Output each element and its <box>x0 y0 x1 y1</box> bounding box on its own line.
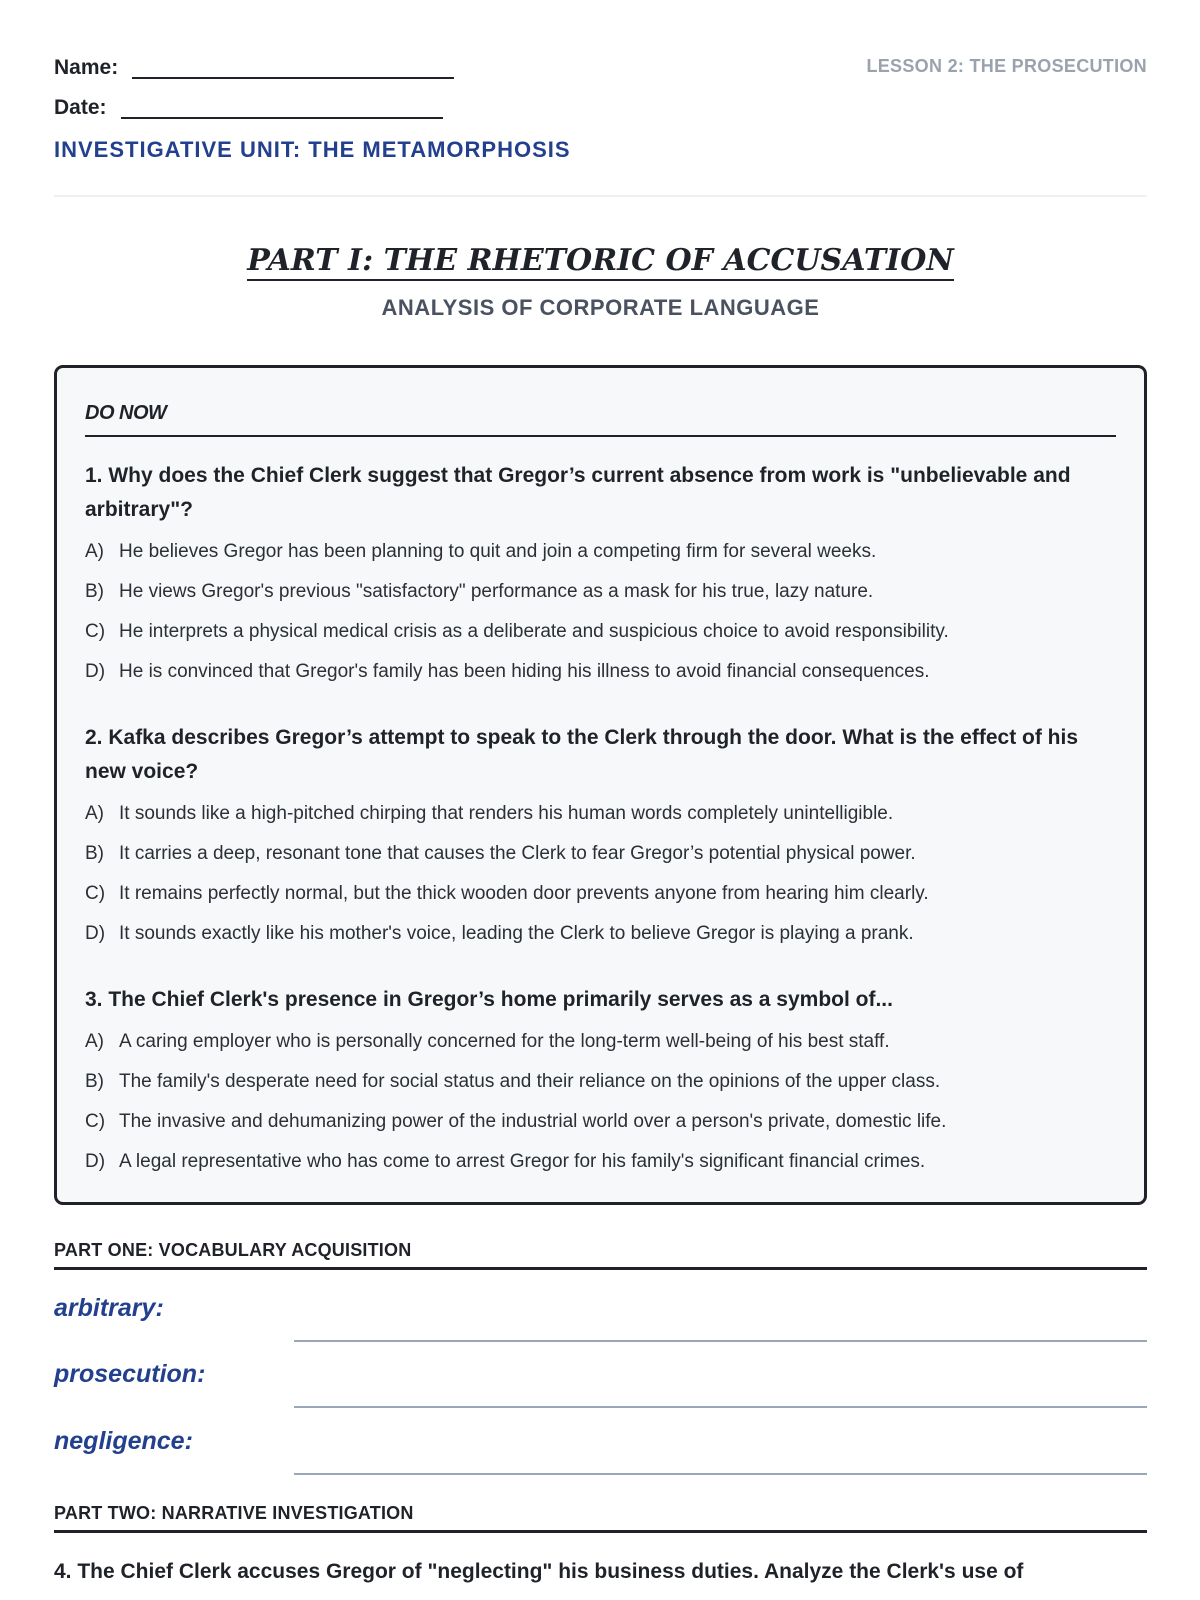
option-text: The family's desperate need for social status and their reliance on the opinions of the upper class. <box>119 1071 941 1092</box>
vocab-answer-line[interactable] <box>294 1473 1147 1475</box>
option-letter: A) <box>85 1031 104 1052</box>
option-letter: D) <box>85 923 106 944</box>
option-letter: B) <box>85 1071 104 1092</box>
vocab-term: negligence: <box>54 1427 193 1455</box>
answer-option[interactable] <box>85 1109 1116 1149</box>
answer-option[interactable] <box>85 619 1116 659</box>
option-text: A legal representative who has come to arrest Gregor for his family's significant financial crimes. <box>119 1151 926 1172</box>
answer-option[interactable] <box>85 841 1116 881</box>
question-text: 3. The Chief Clerk's presence in Gregor’s home primarily serves as a symbol of... <box>85 988 893 1011</box>
vocab-row <box>54 1427 1147 1477</box>
option-letter: B) <box>85 843 104 864</box>
page-title <box>54 243 1147 278</box>
answer-option[interactable] <box>85 1029 1116 1069</box>
answer-option[interactable] <box>85 881 1116 921</box>
answer-options <box>85 539 1116 699</box>
do-now-box <box>54 365 1147 1205</box>
option-text: He is convinced that Gregor's family has been hiding his illness to avoid financial consequences. <box>119 661 930 682</box>
option-letter: A) <box>85 541 104 562</box>
answer-option[interactable] <box>85 579 1116 619</box>
answer-options <box>85 801 1116 961</box>
answer-option[interactable] <box>85 1149 1116 1189</box>
option-text: He believes Gregor has been planning to quit and join a competing firm for several weeks. <box>119 541 877 562</box>
page-subtitle: ANALYSIS OF CORPORATE LANGUAGE <box>381 295 820 320</box>
option-letter: C) <box>85 621 106 642</box>
name-field[interactable] <box>54 56 454 80</box>
option-text: It sounds exactly like his mother's voice, leading the Clerk to believe Gregor is playing a prank. <box>119 923 914 944</box>
option-letter: C) <box>85 1111 106 1132</box>
date-label: Date: <box>54 96 107 119</box>
name-blank-line[interactable] <box>132 77 454 79</box>
question-block <box>85 721 1116 961</box>
unit-title: INVESTIGATIVE UNIT: THE METAMORPHOSIS <box>54 137 571 162</box>
option-text: He views Gregor's previous "satisfactory" performance as a mask for his true, lazy nature. <box>119 581 874 602</box>
answer-option[interactable] <box>85 921 1116 961</box>
lesson-label: LESSON 2: THE PROSECUTION <box>866 56 1147 76</box>
answer-option[interactable] <box>85 659 1116 699</box>
option-letter: D) <box>85 661 106 682</box>
part-one-heading: PART ONE: VOCABULARY ACQUISITION <box>54 1240 1147 1270</box>
answer-option[interactable] <box>85 801 1116 841</box>
vocab-row <box>54 1294 1147 1344</box>
question-block <box>85 983 1116 1189</box>
name-label: Name: <box>54 56 119 79</box>
do-now-label: DO NOW <box>85 402 1116 437</box>
option-text: The invasive and dehumanizing power of the industrial world over a person's private, domestic life. <box>119 1111 947 1132</box>
option-letter: C) <box>85 883 106 904</box>
vocab-answer-line[interactable] <box>294 1406 1147 1408</box>
question-text: 1. Why does the Chief Clerk suggest that Gregor’s current absence from work is "unbelievable and arbitrary"? <box>85 464 1071 521</box>
date-field[interactable] <box>54 96 443 120</box>
worksheet-header <box>54 0 1147 197</box>
question-block <box>85 459 1116 699</box>
date-blank-line[interactable] <box>121 117 443 119</box>
option-letter: B) <box>85 581 104 602</box>
option-letter: A) <box>85 803 104 824</box>
question-text: 2. Kafka describes Gregor’s attempt to speak to the Clerk through the door. What is the effect of his new voice? <box>85 726 1079 783</box>
vocab-term: arbitrary: <box>54 1294 164 1322</box>
answer-options <box>85 1029 1116 1189</box>
question-text: 4. The Chief Clerk accuses Gregor of "neglecting" his business duties. Analyze the Clerk's use of <box>54 1560 1024 1583</box>
option-text: A caring employer who is personally concerned for the long-term well-being of his best staff. <box>119 1031 890 1052</box>
option-text: It carries a deep, resonant tone that causes the Clerk to fear Gregor’s potential physical power. <box>119 843 916 864</box>
answer-option[interactable] <box>85 1069 1116 1109</box>
vocab-row <box>54 1360 1147 1410</box>
option-text: It remains perfectly normal, but the thick wooden door prevents anyone from hearing him clearly. <box>119 883 929 904</box>
answer-option[interactable] <box>85 539 1116 579</box>
option-letter: D) <box>85 1151 106 1172</box>
worksheet-page <box>54 0 1147 1583</box>
vocab-answer-line[interactable] <box>294 1340 1147 1342</box>
page-title-text: PART I: THE RHETORIC OF ACCUSATION <box>247 243 954 281</box>
option-text: It sounds like a high-pitched chirping that renders his human words completely unintelligible. <box>119 803 894 824</box>
vocab-term: prosecution: <box>54 1360 206 1388</box>
option-text: He interprets a physical medical crisis as a deliberate and suspicious choice to avoid responsibility. <box>119 621 949 642</box>
part-two-heading: PART TWO: NARRATIVE INVESTIGATION <box>54 1503 1147 1533</box>
